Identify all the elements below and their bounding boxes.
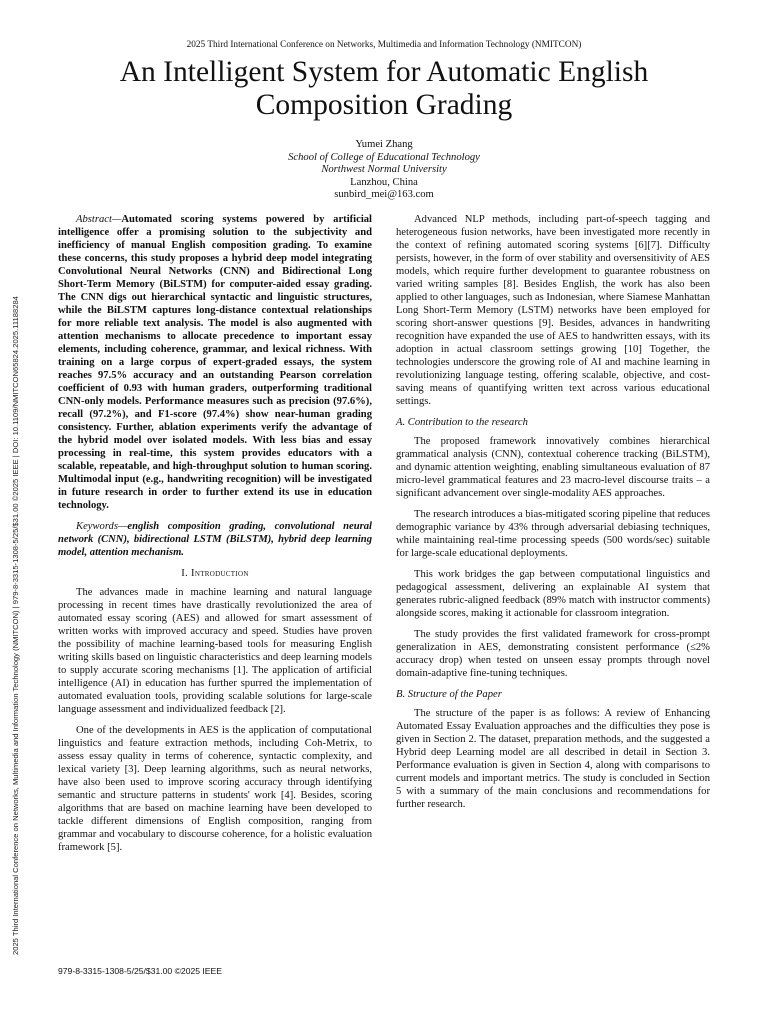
keywords xyxy=(58,520,372,559)
author-block xyxy=(0,139,768,202)
contribution-paragraph-1: The proposed framework innovatively combines hierarchical grammatical analysis (CNN), contextual coherence tracking (BiLSTM), and dynamic attention weighting, enabling simultaneous evaluation of 87 micro-level grammatical features and 23 macro-level discourse traits – a significant advancement over single-modality AES approaches. xyxy=(396,436,710,499)
keywords-lead: Keywords— xyxy=(76,521,128,532)
abstract-text: Automated scoring systems powered by artificial intelligence offer a promising solution to the subjectivity and inefficiency of manual English composition grading. To examine these concerns, this study proposes a hybrid deep model integrating Convolutional Neural Networks (CNN) and Bidirectional Long Short-Term Memory (BiLSTM) for computer-aided essay grading. The CNN digs out hierarchical syntactic and linguistic structures, while the BiLSTM captures long-distance contextual relationships for more reliable text analysis. The model is also augmented with attention mechanisms to allocate precedence to important essay elements, including coherence, grammar, and lexical richness. With training on a large corpus of expert-graded essays, the system reaches 97.5% accuracy and an outstanding Pearson correlation coefficient of 0.93 with human graders, outperforming traditional CNN-only models. Performance measures such as precision (97.6%), recall (97.2%), and F1-score (97.4%) show near-human grading consistency. Further, ablation experiments verify the advantage of the hybrid model over isolated models. With less bias and essay processing in real-time, this system provides educators with a scalable, repeatable, and high-throughput solution to human scoring. Multimodal input (e.g., handwriting recognition) will be investigated in future research in order to further extend its use in education technology. xyxy=(58,214,372,511)
author-name: Yumei Zhang xyxy=(355,139,413,150)
author-location: Lanzhou, China xyxy=(350,176,418,188)
abstract-lead: Abstract— xyxy=(76,214,122,225)
intro-paragraph-1: The advances made in machine learning and natural language processing in recent times have drastically revolutionized the area of automated essay scoring (AES) and allowed for smart assessment of written works with improved accuracy and speed. Studies have proven the possibility of machine learning-based tools for measuring English writing skills based on linguistic characteristics and deep learning models to supply accurate scoring mechanisms [1]. The application of artificial intelligence (AI) in education has further spurred the implementation of automated evaluation tools, providing scalable solutions for large-scale language assessment and individualized feedback [2]. xyxy=(58,587,372,715)
contribution-paragraph-3: This work bridges the gap between computational linguistics and pedagogical assessment, delivering an explainable AI system that generates rubric-aligned feedback (89% match with instructor comments) alongside scores, making it actionable for classroom integration. xyxy=(396,569,710,619)
author-university: Northwest Normal University xyxy=(321,164,447,175)
copyright-footer: 979-8-3315-1308-5/25/$31.00 ©2025 IEEE xyxy=(58,966,223,976)
paper-title: An Intelligent System for Automatic English Composition Grading xyxy=(119,56,649,121)
keywords-text: english composition grading, convolutional neural network (CNN), bidirectional LSTM (BiLSTM), hybrid deep learning model, attention mechanism. xyxy=(58,521,372,558)
structure-paragraph: The structure of the paper is as follows: A review of Enhancing Automated Essay Evaluation approaches and the difficulties they pose is given in Section 2. The dataset, preparation methods, and the suggested a Hybrid deep Learning model are all described in detail in Section 3. Performance evaluation is given in Section 4, along with comparisons to current models and important metrics. The study is concluded in Section 5 with a summary of the main conclusions and recommendations for further research. xyxy=(396,708,710,810)
left-column xyxy=(58,213,372,862)
intro-paragraph-3: Advanced NLP methods, including part-of-speech tagging and heterogeneous fusion networks, have been investigated more recently in the context of refining automated scoring systems [6][7]. Difficulty persists, however, in the form of over stability and oversensitivity of AES models, which require further development to guarantee robustness on varied writing samples [8]. Besides English, the work has also been applied to other languages, such as Indonesian, where Siamese Manhattan Long Short-Term Memory (LSTM) networks have been employed for scoring short-answer questions [9]. Besides, advances in handwriting recognition have expanded the use of AES to handwritten essays, with its adoption in actual classroom settings growing [10] Together, the technologies underscore the growing role of AI and machine learning in revolutionizing language testing, offering scalable, objective, and cost-saving means of quantifying written text across various educational settings. xyxy=(396,214,710,407)
contribution-paragraph-4: The study provides the first validated framework for cross-prompt generalization in AES, demonstrating consistent performance (≤2% accuracy drop) when tested on unseen essay prompts through novel domain-adaptive fine-tuning techniques. xyxy=(396,629,710,679)
conference-header: 2025 Third International Conference on Networks, Multimedia and Information Technology (NMITCON) xyxy=(186,40,582,50)
contribution-paragraph-2: The research introduces a bias-mitigated scoring pipeline that reduces demographic variance by 43% through adversarial debiasing techniques, while maintaining real-time processing speeds (500 words/sec) suitable for large-scale educational deployments. xyxy=(396,509,710,559)
intro-paragraph-2: One of the developments in AES is the application of computational linguistics and feature extraction methods, including Coh-Metrix, to assess essay quality in terms of coherence, syntactic complexity, and lexical variety [3]. Deep learning algorithms, such as neural networks, have also been used to improve scoring accuracy through identifying semantic and structure patterns in students' work [4]. Besides, scoring algorithms that are based on machine learning have been developed to tackle different dimensions of English composition, ranging from grammar and vocabulary to discourse coherence, for a holistic evaluation framework [5]. xyxy=(58,725,372,853)
subsection-heading-contribution: A. Contribution to the research xyxy=(396,417,528,428)
doi-sidebar-text: 2025 Third International Conference on Networks, Multimedia and Information Technology (NMITCON) | 979-8-3315-1308-5/25/$31.00 ©2025 IEEE | DOI: 10.1109/NMITCON65824.2025.11188284 xyxy=(11,296,20,955)
author-department: School of College of Educational Technology xyxy=(288,151,480,163)
right-column xyxy=(396,213,710,819)
section-heading-introduction: I. Introduction xyxy=(181,568,249,579)
author-email: sunbird_mei@163.com xyxy=(334,189,434,200)
abstract xyxy=(58,213,372,512)
subsection-heading-structure: B. Structure of the Paper xyxy=(396,689,502,700)
